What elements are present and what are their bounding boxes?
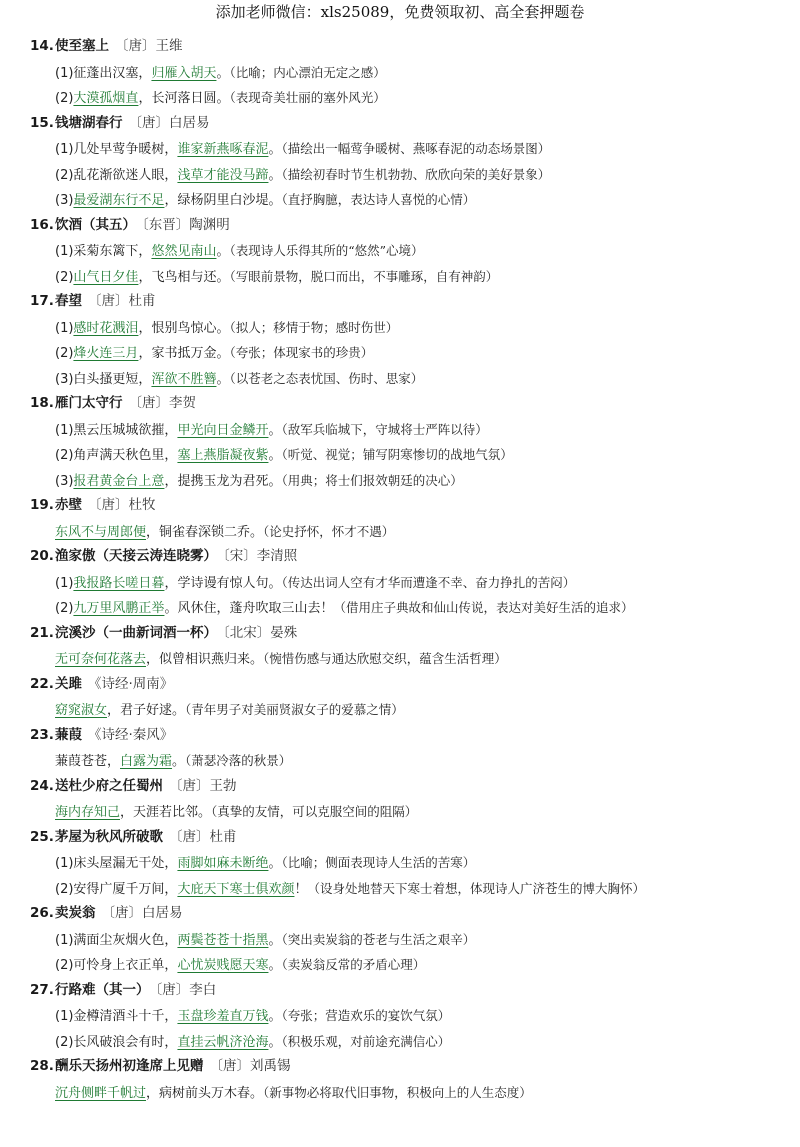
poem-entry xyxy=(30,493,800,544)
entry-number: 27. xyxy=(30,981,54,998)
verse-highlight: 直挂云帆济沧海 xyxy=(177,1034,269,1050)
verse-index: (2) xyxy=(55,269,74,285)
verse-annotation: （用典；将士们报效朝廷的决心） xyxy=(281,472,463,488)
poem-title: 赤壁 xyxy=(55,497,82,513)
poem-entry xyxy=(30,1054,800,1105)
verse-text: 可怜身上衣正单， xyxy=(73,958,178,973)
verse-annotation: （突出卖炭翁的苍老与生活之艰辛） xyxy=(281,931,476,947)
page-header: 添加老师微信：xls25089，免费领取初、高全套押题卷 xyxy=(215,3,585,21)
verse-annotation: （青年男子对美丽贤淑女子的爱慕之情） xyxy=(185,702,404,717)
entry-number: 22. xyxy=(30,675,54,692)
verse-highlight: 谁家新燕啄春泥 xyxy=(177,142,269,157)
verse-annotation: （萧瑟冷落的秋景） xyxy=(185,753,292,768)
verse-line xyxy=(30,340,800,366)
poem-author: 〔唐〕王维 xyxy=(115,38,183,54)
verse-line xyxy=(30,1029,800,1055)
verse-line xyxy=(30,952,800,978)
poem-author: 〔唐〕李贺 xyxy=(128,395,196,411)
verse-highlight: 悠然见南山 xyxy=(151,244,217,259)
poem-title-row xyxy=(30,391,800,417)
verse-text: ，绿杨阴里白沙堤。 xyxy=(164,193,282,208)
poem-author: 《诗经·周南》 xyxy=(88,675,174,692)
poem-title: 浣溪沙（一曲新词酒一杯） xyxy=(55,624,217,641)
verse-annotation: （听觉、视觉；铺写阴寒惨切的战地气氛） xyxy=(281,447,513,462)
entry-number: 25. xyxy=(30,828,54,845)
verse-highlight: 海内存知己 xyxy=(55,805,121,820)
poem-author: 〔唐〕白居易 xyxy=(101,905,183,921)
verse-highlight: 九万里风鹏正举 xyxy=(73,601,165,616)
poem-entry xyxy=(30,111,800,213)
verse-annotation: （表现诗人乐得其所的“悠然”心境） xyxy=(229,243,424,258)
verse-highlight: 两鬓苍苍十指黑 xyxy=(177,932,269,948)
entry-number: 21. xyxy=(30,624,54,641)
verse-highlight: 东风不与周郎便 xyxy=(55,524,147,540)
poem-author: 《诗经·秦风》 xyxy=(88,726,174,743)
verse-text: 安得广厦千万间， xyxy=(73,881,178,897)
verse-line xyxy=(30,417,800,443)
verse-annotation: （卖炭翁反常的矛盾心理） xyxy=(281,957,426,972)
verse-annotation: （传达出词人空有才华而遭逢不幸、奋力挣扎的苦闷） xyxy=(281,574,576,590)
verse-highlight: 浑欲不胜簪 xyxy=(151,371,217,387)
verse-text: 床头屋漏无干处， xyxy=(73,856,178,871)
verse-text: ，铜雀春深锁二乔。 xyxy=(146,524,264,540)
verse-line xyxy=(30,748,800,774)
verse-annotation: （拟人；移情于物；感时伤世） xyxy=(229,319,399,335)
poem-entry xyxy=(30,901,800,978)
verse-annotation: （论史抒怀，怀才不遇） xyxy=(263,523,395,539)
entry-number: 28. xyxy=(30,1058,54,1074)
verse-annotation: （写眼前景物，脱口而出，不事雕琢，自有神韵） xyxy=(229,268,499,284)
verse-annotation: （惋惜伤感与通达欣慰交织，蕴含生活哲理） xyxy=(263,651,507,666)
entry-number: 19. xyxy=(30,497,54,513)
poem-title-row xyxy=(30,901,800,927)
poem-title-row xyxy=(30,289,800,315)
verse-annotation: （设身处地替天下寒士着想，体现诗人广济苍生的博大胸怀） xyxy=(307,880,645,896)
verse-line xyxy=(30,519,800,545)
poem-entry xyxy=(30,621,800,672)
verse-line xyxy=(30,442,800,468)
verse-line xyxy=(30,927,800,953)
verse-text: 金樽清酒斗十千， xyxy=(73,1009,178,1024)
poem-author: 〔唐〕杜甫 xyxy=(169,828,237,845)
verse-highlight: 报君黄金台上意 xyxy=(73,473,165,489)
verse-text: 。 xyxy=(268,1034,282,1050)
verse-text: ，似曾相识燕归来。 xyxy=(146,652,264,667)
verse-index: (3) xyxy=(55,193,74,208)
verse-highlight: 无可奈何花落去 xyxy=(55,652,147,667)
verse-line xyxy=(30,1080,800,1106)
poem-title: 卖炭翁 xyxy=(55,905,96,921)
verse-annotation: （以苍老之态表忧国、伤时、思家） xyxy=(229,370,424,386)
verse-annotation: （夸张；营造欢乐的宴饮气氛） xyxy=(281,1008,451,1023)
verse-text: ，提携玉龙为君死。 xyxy=(164,473,282,489)
entry-number: 17. xyxy=(30,293,54,309)
verse-text: 乱花渐欲迷人眼， xyxy=(73,167,178,183)
verse-line xyxy=(30,850,800,876)
verse-text: ，病树前头万木春。 xyxy=(146,1085,264,1101)
poem-entry xyxy=(30,672,800,723)
verse-highlight: 大漠孤烟直 xyxy=(73,91,139,106)
poem-title: 茅屋为秋风所破歌 xyxy=(55,828,163,845)
verse-line xyxy=(30,799,800,825)
verse-text: 。 xyxy=(268,422,282,438)
verse-line xyxy=(30,162,800,188)
poem-title: 使至塞上 xyxy=(55,38,109,54)
verse-text: 角声满天秋色里， xyxy=(73,448,178,463)
verse-text: 征蓬出汉塞， xyxy=(73,65,152,81)
verse-line xyxy=(30,570,800,596)
verse-text: ，学诗谩有惊人句。 xyxy=(164,575,282,591)
verse-annotation: （直抒胸臆，表达诗人喜悦的心情） xyxy=(281,192,476,207)
poem-entry xyxy=(30,391,800,493)
verse-text: ！ xyxy=(294,881,308,897)
poem-author: 〔唐〕白居易 xyxy=(128,114,210,131)
poem-author: 〔北宋〕晏殊 xyxy=(223,624,298,641)
verse-line xyxy=(30,468,800,494)
verse-annotation: （描绘初春时节生机勃勃、欣欣向荣的美好景象） xyxy=(281,166,551,182)
poem-title-row xyxy=(30,978,800,1004)
verse-text: ，长河落日圆。 xyxy=(138,91,230,106)
verse-highlight: 最爱湖东行不足 xyxy=(73,193,165,208)
poem-entry xyxy=(30,723,800,774)
verse-index: (2) xyxy=(55,448,74,463)
verse-highlight: 沉舟侧畔千帆过 xyxy=(55,1085,147,1101)
verse-highlight: 烽火连三月 xyxy=(73,346,139,361)
verse-highlight: 感时花溅泪 xyxy=(73,320,139,336)
verse-text: 白头搔更短， xyxy=(73,371,152,387)
verse-text: 。 xyxy=(268,958,282,973)
verse-line xyxy=(30,187,800,213)
poem-title: 渔家傲（天接云涛连晓雾） xyxy=(55,548,217,564)
verse-text: 。 xyxy=(268,142,282,157)
poem-title: 蒹葭 xyxy=(55,726,82,743)
verse-highlight: 大庇天下寒士俱欢颜 xyxy=(177,881,295,897)
verse-text: 。 xyxy=(172,754,186,769)
verse-highlight: 甲光向日金鳞开 xyxy=(177,422,269,438)
poem-title-row xyxy=(30,1054,800,1080)
poem-title-row xyxy=(30,34,800,60)
poem-entry xyxy=(30,774,800,825)
poem-title: 行路难（其一） xyxy=(55,981,150,998)
verse-line xyxy=(30,876,800,902)
verse-annotation: （表现奇美壮丽的塞外风光） xyxy=(229,90,386,105)
verse-index: (1) xyxy=(55,856,74,871)
poem-entry xyxy=(30,34,800,111)
entry-number: 14. xyxy=(30,38,54,54)
verse-annotation: （真挚的友情，可以克服空间的阻隔） xyxy=(211,804,418,819)
verse-highlight: 白露为霜 xyxy=(120,754,173,769)
poem-list xyxy=(0,34,800,1105)
verse-text: ，家书抵万金。 xyxy=(138,346,230,361)
verse-annotation: （新事物必将取代旧事物，积极向上的人生态度） xyxy=(263,1084,532,1100)
entry-number: 20. xyxy=(30,548,54,564)
verse-annotation: （借用庄子典故和仙山传说，表达对美好生活的追求） xyxy=(333,600,634,615)
verse-annotation: （敌军兵临城下，守城将士严阵以待） xyxy=(281,421,488,437)
poem-title: 关雎 xyxy=(55,675,82,692)
poem-title: 春望 xyxy=(55,293,82,309)
verse-index: (1) xyxy=(55,422,74,438)
verse-line xyxy=(30,595,800,621)
poem-title: 酬乐天扬州初逢席上见赠 xyxy=(55,1058,204,1074)
verse-text: 。 xyxy=(268,448,282,463)
poem-title-row xyxy=(30,723,800,749)
verse-highlight: 山气日夕佳 xyxy=(73,269,139,285)
verse-text: ，恨别鸟惊心。 xyxy=(138,320,230,336)
verse-highlight: 窈窕淑女 xyxy=(55,703,108,718)
poem-author: 〔东晋〕陶渊明 xyxy=(142,216,230,233)
verse-highlight: 塞上燕脂凝夜紫 xyxy=(177,448,269,463)
verse-index: (3) xyxy=(55,473,74,489)
verse-index: (2) xyxy=(55,1034,74,1050)
poem-title: 送杜少府之任蜀州 xyxy=(55,777,163,794)
verse-line xyxy=(30,646,800,672)
entry-number: 24. xyxy=(30,777,54,794)
poem-title: 钱塘湖春行 xyxy=(55,114,123,131)
verse-text: 。 xyxy=(268,167,282,183)
verse-index: (2) xyxy=(55,91,74,106)
entry-number: 23. xyxy=(30,726,54,743)
verse-index: (1) xyxy=(55,65,74,81)
verse-text: 长风破浪会有时， xyxy=(73,1034,178,1050)
verse-index: (1) xyxy=(55,320,74,336)
poem-author: 〔唐〕李白 xyxy=(155,981,217,998)
verse-index: (3) xyxy=(55,371,74,387)
poem-title-row xyxy=(30,621,800,647)
verse-line xyxy=(30,1003,800,1029)
poem-title-row xyxy=(30,213,800,239)
poem-title-row xyxy=(30,493,800,519)
verse-line xyxy=(30,238,800,264)
verse-text: ，君子好逑。 xyxy=(107,703,186,718)
verse-text: 满面尘灰烟火色， xyxy=(73,932,178,948)
verse-highlight: 雨脚如麻未断绝 xyxy=(177,856,269,871)
verse-line xyxy=(30,264,800,290)
verse-line xyxy=(30,366,800,392)
poem-title-row xyxy=(30,544,800,570)
poem-title: 饮酒（其五） xyxy=(55,216,136,233)
verse-text: 。 xyxy=(216,244,230,259)
verse-text: ，天涯若比邻。 xyxy=(120,805,212,820)
entry-number: 16. xyxy=(30,216,54,233)
verse-line xyxy=(30,136,800,162)
verse-index: (2) xyxy=(55,601,74,616)
verse-highlight: 心忧炭贱愿天寒 xyxy=(177,958,269,973)
poem-author: 〔唐〕杜甫 xyxy=(88,293,156,309)
poem-entry xyxy=(30,544,800,621)
verse-annotation: （比喻；侧面表现诗人生活的苦寒） xyxy=(281,855,476,870)
verse-text: 。 xyxy=(268,1009,282,1024)
verse-text: 蒹葭苍苍， xyxy=(55,754,121,769)
poem-title-row xyxy=(30,774,800,800)
verse-index: (1) xyxy=(55,1009,74,1024)
poem-title-row xyxy=(30,825,800,851)
verse-annotation: （描绘出一幅莺争暖树、燕啄春泥的动态场景图） xyxy=(281,141,551,156)
verse-text: 。 xyxy=(216,371,230,387)
verse-index: (1) xyxy=(55,142,74,157)
poem-entry xyxy=(30,289,800,391)
verse-highlight: 我报路长嗟日暮 xyxy=(73,575,165,591)
poem-author: 〔唐〕王勃 xyxy=(169,777,237,794)
verse-index: (1) xyxy=(55,932,74,948)
verse-text: 黑云压城城欲摧， xyxy=(73,422,178,438)
verse-index: (1) xyxy=(55,244,74,259)
verse-text: 。风休住，蓬舟吹取三山去！ xyxy=(164,601,334,616)
verse-line xyxy=(30,697,800,723)
poem-title: 雁门太守行 xyxy=(55,395,123,411)
poem-entry xyxy=(30,978,800,1055)
verse-highlight: 浅草才能没马蹄 xyxy=(177,167,269,183)
entry-number: 18. xyxy=(30,395,54,411)
verse-index: (2) xyxy=(55,881,74,897)
verse-line xyxy=(30,315,800,341)
verse-index: (2) xyxy=(55,958,74,973)
entry-number: 26. xyxy=(30,905,54,921)
verse-index: (2) xyxy=(55,167,74,183)
poem-entry xyxy=(30,213,800,290)
poem-author: 〔宋〕李清照 xyxy=(223,548,298,564)
poem-title-row xyxy=(30,672,800,698)
verse-text: 。 xyxy=(268,932,282,948)
verse-index: (1) xyxy=(55,575,74,591)
poem-entry xyxy=(30,825,800,902)
verse-highlight: 归雁入胡天 xyxy=(151,65,217,81)
verse-annotation: （积极乐观，对前途充满信心） xyxy=(281,1033,451,1049)
verse-line xyxy=(30,60,800,86)
verse-text: 。 xyxy=(216,65,230,81)
verse-annotation: （比喻；内心漂泊无定之感） xyxy=(229,64,386,80)
entry-number: 15. xyxy=(30,114,54,131)
verse-text: 几处早莺争暖树， xyxy=(73,142,178,157)
verse-line xyxy=(30,85,800,111)
verse-highlight: 玉盘珍羞直万钱 xyxy=(177,1009,269,1024)
poem-title-row xyxy=(30,111,800,137)
poem-author: 〔唐〕刘禹锡 xyxy=(209,1058,291,1074)
verse-text: 采菊东篱下， xyxy=(73,244,152,259)
verse-annotation: （夸张；体现家书的珍贵） xyxy=(229,345,374,360)
verse-text: 。 xyxy=(268,856,282,871)
verse-text: ，飞鸟相与还。 xyxy=(138,269,230,285)
verse-index: (2) xyxy=(55,346,74,361)
poem-author: 〔唐〕杜牧 xyxy=(88,497,156,513)
